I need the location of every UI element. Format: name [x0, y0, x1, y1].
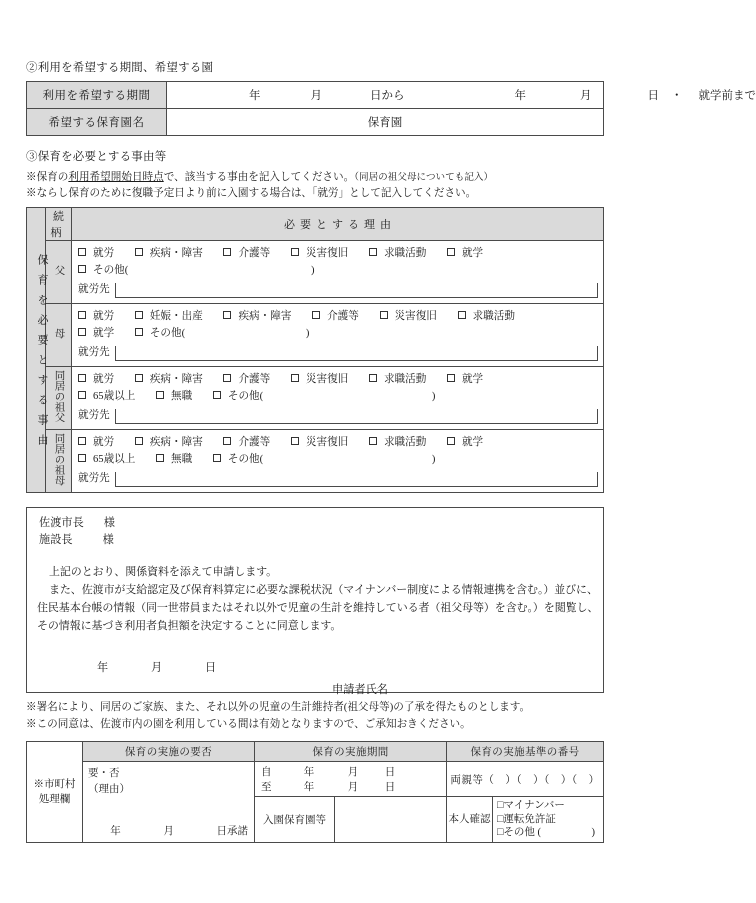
checkbox-option[interactable]: 就学	[447, 371, 483, 388]
checkbox-icon[interactable]	[447, 437, 455, 445]
period-from-month: 月	[347, 767, 359, 778]
checkbox-option-other[interactable]: その他(	[135, 325, 185, 342]
relation-header: 続柄	[46, 208, 72, 241]
relation-grandfather: 同居の祖父	[46, 367, 72, 430]
period-separator: ・	[671, 90, 683, 102]
period-from-row	[255, 764, 446, 779]
checkbox-row-2	[78, 325, 598, 342]
reason-cell-grandmother[interactable]	[72, 430, 604, 493]
checkbox-row-1	[78, 371, 598, 388]
workplace-input[interactable]	[115, 409, 598, 424]
addressee-mayor: 佐渡市長 様	[39, 517, 115, 529]
declaration-box	[26, 507, 604, 696]
checkbox-icon[interactable]	[78, 454, 86, 462]
approval-month: 月	[163, 825, 174, 837]
checkbox-icon[interactable]	[369, 437, 377, 445]
post-notes	[26, 699, 604, 733]
workplace-row	[78, 407, 598, 424]
identity-option-other[interactable]: □その他 ( )	[497, 827, 595, 838]
checkbox-icon[interactable]	[78, 328, 86, 336]
workplace-row	[78, 344, 598, 361]
checkbox-row-2	[78, 388, 598, 405]
reason-cell-grandfather[interactable]	[72, 367, 604, 430]
relation-mother: 母	[46, 304, 72, 367]
checkbox-icon[interactable]	[291, 248, 299, 256]
desired-period-table	[26, 81, 756, 136]
other-paren-close: )	[431, 391, 436, 402]
checkbox-option[interactable]: 就労	[78, 245, 114, 262]
checkbox-icon[interactable]	[213, 391, 221, 399]
declaration-body	[37, 563, 599, 635]
necessity-cell[interactable]	[83, 762, 255, 843]
checkbox-icon[interactable]	[135, 374, 143, 382]
table-row-mother	[27, 304, 604, 367]
checkbox-option[interactable]: 65歳以上	[78, 388, 135, 405]
checkbox-option[interactable]: 疾病・障害	[135, 371, 203, 388]
reason-header: 必要とする理由	[72, 208, 604, 241]
checkbox-option[interactable]: 無職	[156, 388, 192, 405]
declaration-date-row[interactable]	[97, 659, 593, 675]
period-year-to: 年	[514, 90, 526, 102]
checkbox-option[interactable]: 就学	[447, 434, 483, 451]
table-row-grandfather	[27, 367, 604, 430]
checkbox-option[interactable]: 求職活動	[369, 371, 426, 388]
period-to-row	[255, 779, 446, 794]
enrolled-nursery-value[interactable]	[335, 797, 447, 843]
municipal-processing-label: ※市町村 処理欄	[27, 742, 83, 843]
desired-nursery-label: 希望する保育園名	[27, 109, 167, 136]
checkbox-option-other[interactable]: その他(	[213, 451, 263, 468]
section3-note-2: ※ならし保育のために復職予定日より前に入園する場合は、「就労」として記入してください。	[26, 188, 477, 199]
checkbox-icon[interactable]	[78, 391, 86, 399]
date-year: 年	[97, 662, 109, 674]
other-paren-close: )	[431, 454, 436, 465]
checkbox-option-other[interactable]: その他(	[78, 262, 128, 279]
period-to-day: 日	[384, 782, 396, 793]
checkbox-row-1	[78, 245, 598, 262]
table-header-row	[27, 742, 604, 762]
section2-title: ②利用を希望する期間、希望する園	[26, 62, 214, 74]
section3-title: ③保育を必要とする事由等	[26, 151, 167, 163]
section3-note-1: ※保育の利用希望開始日時点で、該当する事由を記入してください。（同居の祖父母についても記入）	[26, 172, 494, 183]
reason-cell-mother[interactable]	[72, 304, 604, 367]
parents-criteria-cell[interactable]: 両親等（ ）（ ）（ ）（ ）	[447, 762, 604, 797]
checkbox-option[interactable]: 求職活動	[369, 434, 426, 451]
period-from-year: 年	[303, 767, 315, 778]
period-month-from: 月	[310, 90, 322, 102]
checkbox-option[interactable]: 就労	[78, 371, 114, 388]
checkbox-icon[interactable]	[369, 248, 377, 256]
declaration-line-4: その情報に基づき利用者負担額を決定することに同意します。	[37, 620, 342, 632]
period-header: 保育の実施期間	[255, 742, 447, 762]
checkbox-option[interactable]: 疾病・障害	[135, 434, 203, 451]
date-month: 月	[151, 662, 163, 674]
implementation-period-cell[interactable]	[255, 762, 447, 797]
checkbox-icon[interactable]	[223, 437, 231, 445]
declaration-line-1: 上記のとおり、関係資料を添えて申請します。	[49, 566, 278, 578]
vertical-section-label: 保育を必要とする事由	[27, 208, 46, 493]
other-paren-close: )	[305, 328, 310, 339]
checkbox-icon[interactable]	[135, 311, 143, 319]
period-to-month: 月	[347, 782, 359, 793]
period-until-school: 就学前まで	[698, 90, 756, 102]
checkbox-option[interactable]: 65歳以上	[78, 451, 135, 468]
period-to-year: 年	[303, 782, 315, 793]
checkbox-icon[interactable]	[78, 437, 86, 445]
checkbox-icon[interactable]	[78, 374, 86, 382]
checkbox-option[interactable]: 介護等	[223, 371, 270, 388]
workplace-row	[78, 470, 598, 487]
approval-day: 日承諾	[216, 825, 248, 837]
checkbox-option[interactable]: 無職	[156, 451, 192, 468]
checkbox-option[interactable]: 介護等	[223, 245, 270, 262]
declaration-line-3: 住民基本台帳の情報（同一世帯員またはそれ以外で児童の生計を維持している者（祖父母等）を含む。）を閲覧し、	[37, 602, 599, 614]
checkbox-icon[interactable]	[135, 328, 143, 336]
table-header-row	[27, 208, 604, 241]
period-month-to: 月	[580, 90, 592, 102]
checkbox-icon[interactable]	[447, 248, 455, 256]
post-note-2: ※この同意は、佐渡市内の園を利用している間は有効となりますので、ご承知おきください。	[26, 719, 471, 730]
checkbox-icon[interactable]	[291, 374, 299, 382]
declaration-line-2: また、佐渡市が支給認定及び保育料算定に必要な課税状況（マイナンバー制度による情報連携を含む。）並びに、	[49, 584, 598, 596]
period-day-to: 日	[647, 90, 659, 102]
checkbox-option[interactable]: 災害復旧	[291, 245, 348, 262]
checkbox-option[interactable]: 介護等	[223, 434, 270, 451]
checkbox-option[interactable]: 就学	[447, 245, 483, 262]
necessity-reason-label: （理由）	[88, 784, 130, 795]
workplace-label: 就労先	[78, 473, 110, 484]
checkbox-icon[interactable]	[78, 265, 86, 273]
approval-date-row	[70, 823, 248, 838]
workplace-input[interactable]	[115, 346, 598, 361]
period-from-label: 自	[261, 767, 272, 778]
checkbox-icon[interactable]	[369, 374, 377, 382]
table-row	[27, 82, 604, 109]
checkbox-row-2	[78, 262, 598, 279]
relation-father: 父	[46, 241, 72, 304]
necessity-yes-no: 要・否	[88, 768, 120, 779]
checkbox-icon[interactable]	[380, 311, 388, 319]
checkbox-icon[interactable]	[213, 454, 221, 462]
checkbox-icon[interactable]	[312, 311, 320, 319]
addressee-facility: 施設長 様	[39, 534, 114, 546]
workplace-label: 就労先	[78, 347, 110, 358]
checkbox-row-2	[78, 451, 598, 468]
checkbox-option[interactable]: 介護等	[312, 308, 359, 325]
checkbox-icon[interactable]	[291, 437, 299, 445]
checkbox-icon[interactable]	[156, 454, 164, 462]
checkbox-option[interactable]: 災害復旧	[291, 371, 348, 388]
workplace-input[interactable]	[115, 283, 598, 298]
period-year-from: 年	[249, 90, 261, 102]
table-row	[27, 762, 604, 797]
relation-grandmother: 同居の祖母	[46, 430, 72, 493]
table-row	[27, 109, 604, 136]
table-row-grandmother	[27, 430, 604, 493]
checkbox-icon[interactable]	[156, 391, 164, 399]
checkbox-icon[interactable]	[78, 311, 86, 319]
checkbox-icon[interactable]	[223, 311, 231, 319]
checkbox-option[interactable]: 妊娠・出産	[135, 308, 203, 325]
checkbox-icon[interactable]	[223, 248, 231, 256]
period-day-from: 日から	[370, 90, 405, 102]
date-day: 日	[205, 662, 217, 674]
enrolled-nursery-label: 入園保育園等	[255, 797, 335, 843]
identity-options-cell[interactable]	[493, 797, 604, 843]
municipal-processing-table	[26, 741, 604, 843]
applicant-name-label[interactable]: 申請者氏名	[332, 684, 388, 696]
approval-year: 年	[110, 825, 121, 837]
workplace-row	[78, 281, 598, 298]
identity-check-label: 本人確認	[447, 797, 493, 843]
checkbox-option-other[interactable]: その他(	[213, 388, 263, 405]
table-row-father	[27, 241, 604, 304]
care-reasons-table	[26, 207, 604, 493]
checkbox-option[interactable]: 求職活動	[369, 245, 426, 262]
checkbox-icon[interactable]	[135, 437, 143, 445]
workplace-input[interactable]	[115, 472, 598, 487]
checkbox-option[interactable]: 求職活動	[458, 308, 515, 325]
checkbox-option[interactable]: 災害復旧	[291, 434, 348, 451]
desired-period-value-cell[interactable]	[167, 82, 756, 109]
checkbox-row-1	[78, 308, 598, 325]
checkbox-option[interactable]: 疾病・障害	[135, 245, 203, 262]
checkbox-icon[interactable]	[78, 248, 86, 256]
checkbox-icon[interactable]	[135, 248, 143, 256]
checkbox-option[interactable]: 就労	[78, 434, 114, 451]
identity-option-mynumber[interactable]: □マイナンバー	[497, 800, 565, 811]
workplace-label: 就労先	[78, 410, 110, 421]
desired-nursery-value[interactable]: 保育園	[167, 109, 604, 136]
post-note-1: ※署名により、同居のご家族、また、それ以外の児童の生計維持者(祖父母等)の了承を得たものとします。	[26, 702, 531, 713]
desired-period-label: 利用を希望する期間	[27, 82, 167, 109]
checkbox-icon[interactable]	[223, 374, 231, 382]
checkbox-option[interactable]: 就労	[78, 308, 114, 325]
other-paren-close: )	[310, 265, 315, 276]
period-to-label: 至	[261, 782, 272, 793]
checkbox-icon[interactable]	[447, 374, 455, 382]
necessity-header: 保育の実施の要否	[83, 742, 255, 762]
workplace-label: 就労先	[78, 284, 110, 295]
checkbox-option[interactable]: 就学	[78, 325, 114, 342]
criteria-header: 保育の実施基準の番号	[447, 742, 604, 762]
checkbox-icon[interactable]	[458, 311, 466, 319]
period-from-day: 日	[384, 767, 396, 778]
checkbox-row-1	[78, 434, 598, 451]
reason-cell-father[interactable]	[72, 241, 604, 304]
identity-option-license[interactable]: □運転免許証	[497, 813, 556, 825]
checkbox-option[interactable]: 災害復旧	[380, 308, 437, 325]
checkbox-option[interactable]: 疾病・障害	[223, 308, 291, 325]
